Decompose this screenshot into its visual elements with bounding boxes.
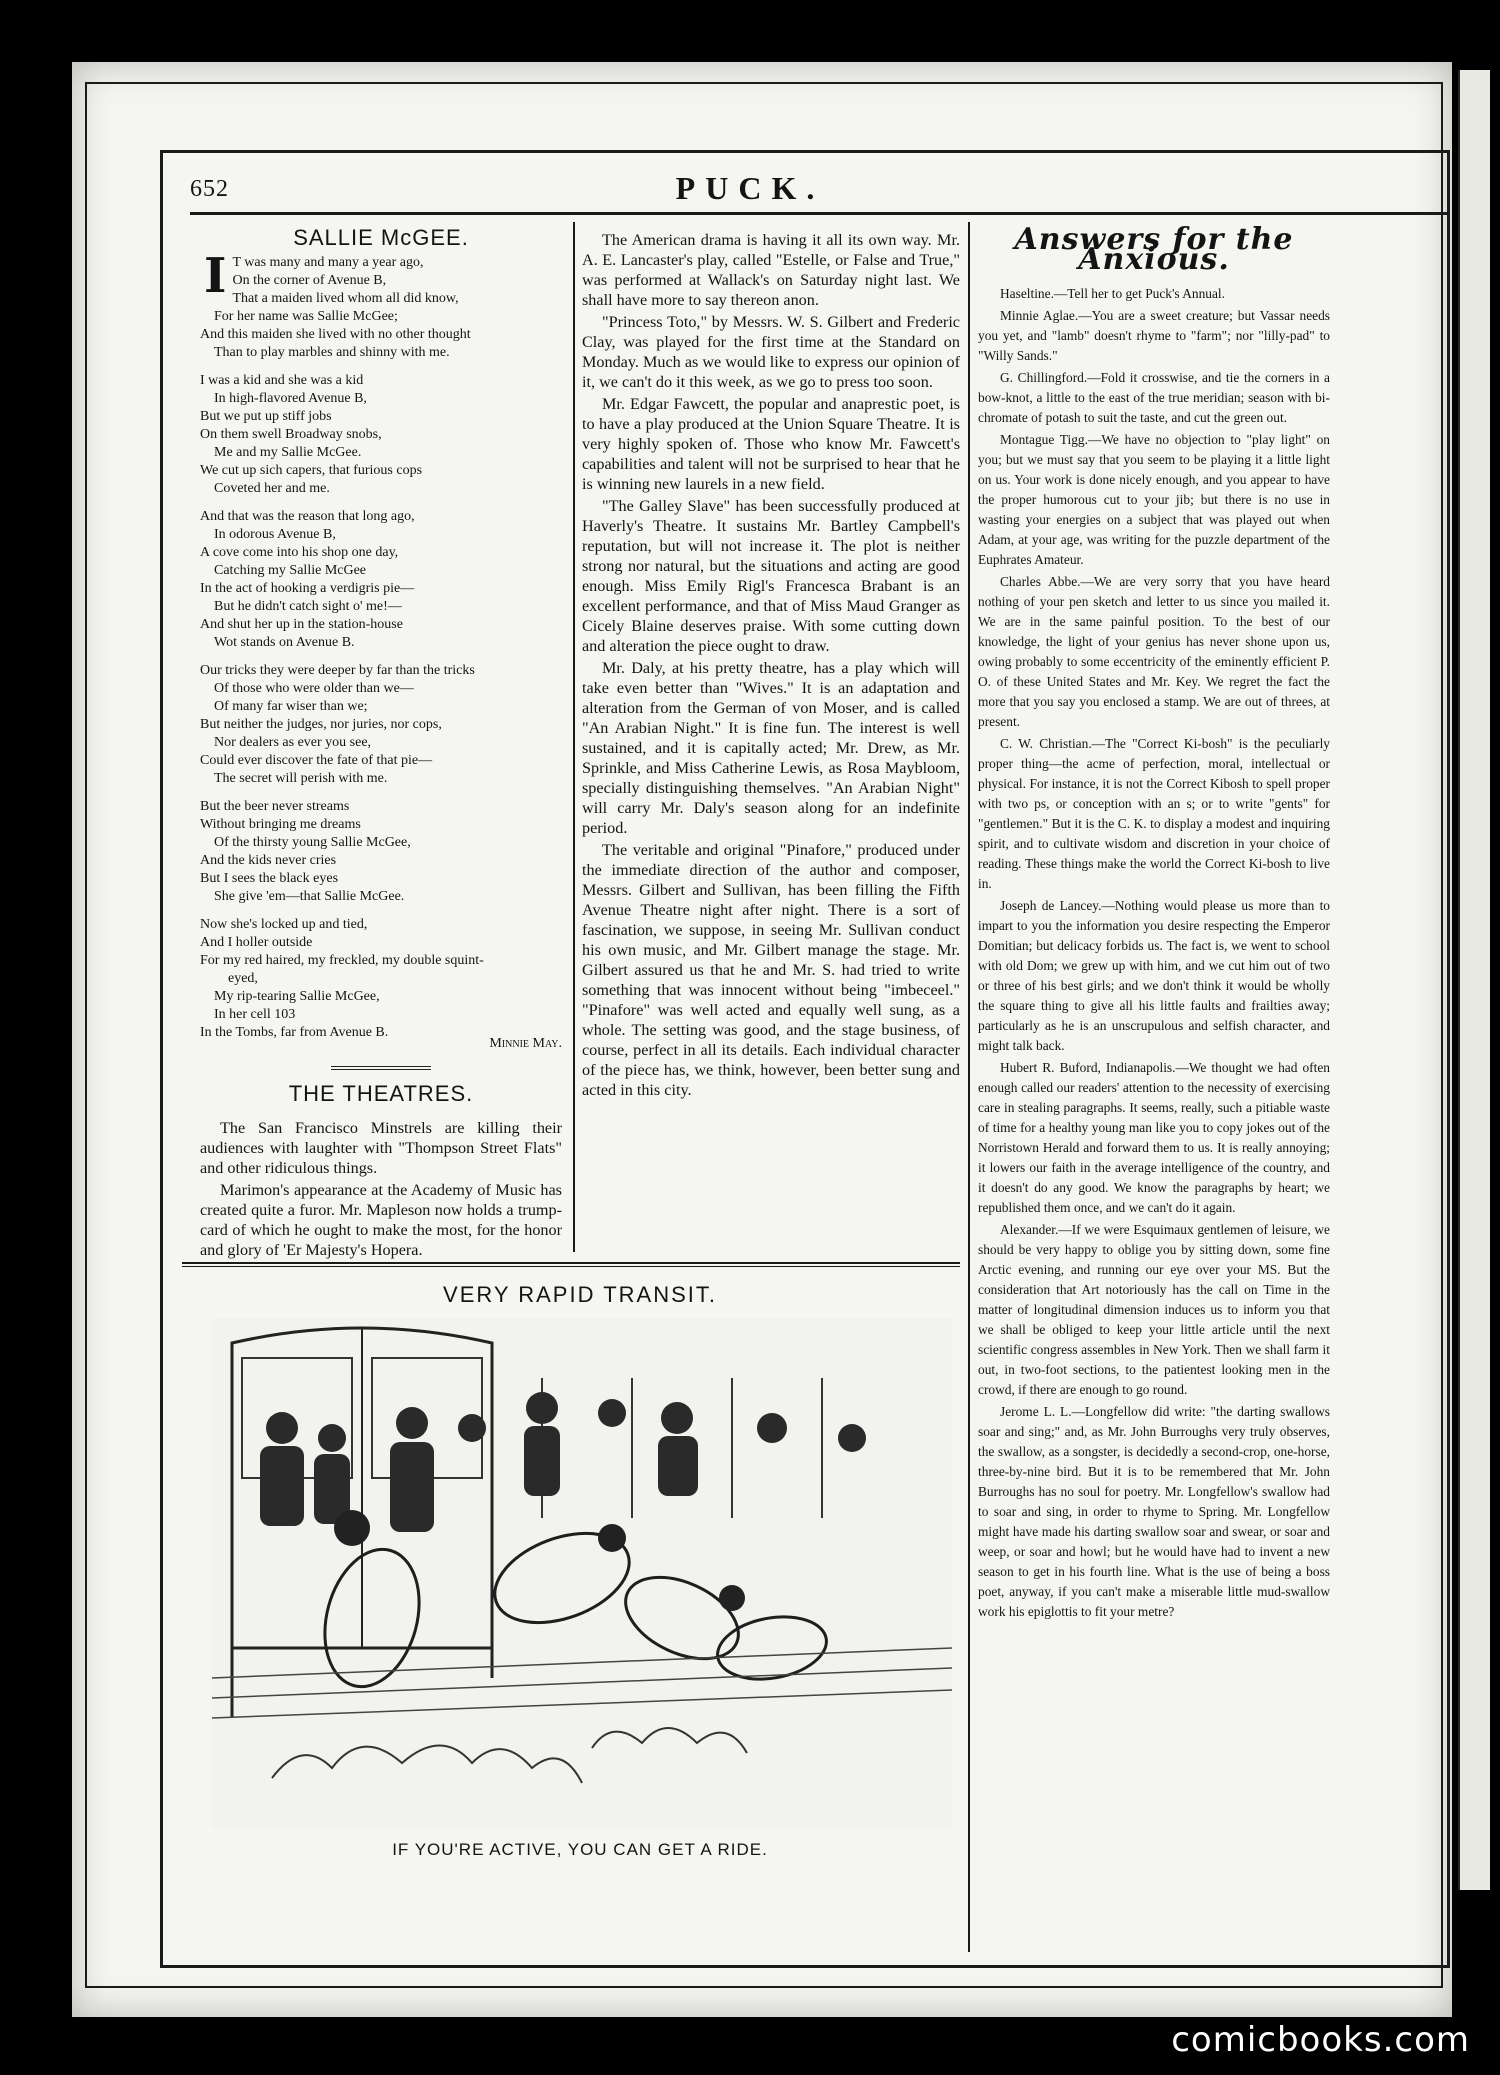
poem-line: But he didn't catch sight o' me!— bbox=[214, 599, 402, 614]
poem-line: Wot stands on Avenue B. bbox=[214, 635, 355, 650]
answer-item: Minnie Aglae.—You are a sweet creature; but Vassar needs you yet, and "lamb" doesn't rhyme to "farm"; nor "lilly-pad" to "Willy Sands." bbox=[978, 308, 1330, 363]
poem-signature: Minnie May. bbox=[489, 1036, 562, 1051]
poem-line: Nor dealers as ever you see, bbox=[214, 735, 372, 750]
next-page-edge bbox=[1458, 70, 1490, 1890]
cartoon-top-rule bbox=[182, 1262, 960, 1264]
poem-dropcap: I bbox=[204, 248, 227, 304]
poem-line: eyed, bbox=[228, 971, 258, 986]
poem-line: A cove come into his shop one day, bbox=[200, 545, 399, 560]
cartoon-title: VERY RAPID TRANSIT. bbox=[443, 1282, 717, 1307]
cartoon-illustration bbox=[212, 1318, 952, 1828]
poem-line: For my red haired, my freckled, my double squint- bbox=[200, 953, 484, 968]
poem-line: We cut up sich capers, that furious cops bbox=[200, 463, 423, 478]
drama-paragraph: The veritable and original "Pinafore," produced under the immediate direction of the author and composer, Messrs. Gilbert and Sullivan, has been filling the Fifth Avenue Theatre night after night. There is a sort of fascination, we suppose, in seeing Mr. Sullivan conduct his own music, and Mr. Gilbert manage the stage. Mr. Gilbert assured us that he and Mr. S. had tried to write something that was innocent without being "imbeceel." "Pinafore" was well acted and equally well sung, as a whole. The setting was good, and the stage business, of course, perfect in all its details. Each individual character of the piece has, we think, however, been better sung and acted in this city. bbox=[582, 841, 960, 1099]
poem-line: I was a kid and she was a kid bbox=[200, 373, 364, 388]
poem-line: In the Tombs, far from Avenue B. bbox=[200, 1025, 389, 1040]
poem-stanza bbox=[200, 508, 562, 652]
masthead-title: PUCK. bbox=[675, 170, 825, 206]
poem-body bbox=[200, 248, 562, 1042]
poem-line: Without bringing me dreams bbox=[200, 817, 361, 832]
column-middle bbox=[582, 230, 960, 1102]
poem-line: And this maiden she lived with no other thought bbox=[200, 327, 471, 342]
drama-paragraph: "The Galley Slave" has been successfully produced at Haverly's Theatre. It sustains Mr. Bartley Campbell's reputation, but will not increase it. The plot is neither strong nor natural, but the situations and acting are good enough. Miss Emily Rigl's Francesca Brabant is an excellent performance, and that of Miss Maud Granger as Cicely Blaine deserves praise. With some cutting down and alteration the piece ought to draw. bbox=[582, 497, 960, 655]
section-divider bbox=[331, 1066, 431, 1070]
poem-line: On them swell Broadway snobs, bbox=[200, 427, 382, 442]
poem-line: Than to play marbles and shinny with me. bbox=[214, 345, 450, 360]
poem-line: Catching my Sallie McGee bbox=[214, 563, 367, 578]
theatres-body bbox=[200, 1118, 562, 1260]
theatres-title: THE THEATRES. bbox=[288, 1081, 474, 1106]
poem-stanza bbox=[200, 916, 562, 1042]
page-number: 652 bbox=[190, 176, 229, 202]
poem-line: But neither the judges, nor juries, nor cops, bbox=[200, 717, 442, 732]
column-right bbox=[978, 222, 1330, 1624]
answer-item: Joseph de Lancey.—Nothing would please us more than to impart to you the information you desire respecting the Emperor Domitian; but delicacy forbids us. The fact is, we went to school with old Dom; we grew up with him, and we cut him out of two or three of his best girls; and we don't think it would be wholly the square thing to give all his little faults and frailties away; particularly as he is an unscrupulous and selfish character, and might talk back. bbox=[978, 898, 1330, 1053]
poem-line: She give 'em—that Sallie McGee. bbox=[214, 889, 405, 904]
theatres-paragraph: Marimon's appearance at the Academy of Music has created quite a furor. Mr. Mapleson now holds a trump-card of which he ought to make the most, for the honor and glory of 'Er Majesty's Hopera. bbox=[200, 1181, 562, 1259]
answer-item: Montague Tigg.—We have no objection to "play light" on you; but we must say that you seem to be playing it a little light on us. Your work is done nicely enough, and you appear to have the proper humorous cut to your jib; but there is no use in wasting your energies on a subject that was played out when Adam, at your age, was writing for the puzzle department of the Euphrates Amateur. bbox=[978, 432, 1330, 567]
poem-line: Could ever discover the fate of that pie— bbox=[200, 753, 433, 768]
poem-line: For her name was Sallie McGee; bbox=[214, 309, 398, 324]
poem-line: On the corner of Avenue B, bbox=[232, 273, 387, 288]
answer-item: Alexander.—If we were Esquimaux gentlemen of leisure, we should be very happy to oblige you by sitting down, some fine Arctic evening, and running our eye over your MS. But the consideration that Art notoriously has the call on Time in the matter of longitudinal dimension induces us to inform you that we shall be obliged to keep your little article until the next scientific congress assembles in New York. Then we shall farm it out, in two-foot sections, to the patientest looking men in the crowd, if there are enough to go round. bbox=[978, 1222, 1330, 1397]
cartoon-caption: IF YOU'RE ACTIVE, YOU CAN GET A RIDE. bbox=[392, 1840, 768, 1859]
poem-line: Of the thirsty young Sallie McGee, bbox=[214, 835, 411, 850]
poem-line: But I sees the black eyes bbox=[200, 871, 339, 886]
cartoon-top-rule-2 bbox=[182, 1266, 960, 1267]
poem-stanza bbox=[200, 248, 562, 362]
poem-line: And I holler outside bbox=[200, 935, 313, 950]
answer-item: Hubert R. Buford, Indianapolis.—We thought we had often enough called our readers' attention to the necessity of exercising care in stealing paragraphs. It seems, really, such a pitiable waste of time for a healthy young man like you to copy jokes out of the Norristown Herald and forward them to us. It is really annoying; it lowers our faith in the average intelligence of the country, and it doesn't do any good. We know the paragraphs by heart; we republished them once, and we can't do it again. bbox=[978, 1060, 1330, 1215]
column-divider-1 bbox=[573, 222, 575, 1252]
drama-paragraph: Mr. Edgar Fawcett, the popular and anaprestic poet, is to have a play produced at the Union Square Theatre. It is very highly spoken of. Those who know Mr. Fawcett's capabilities and talent will not be surprised to hear that he is winning new laurels in a new field. bbox=[582, 395, 960, 493]
masthead-rule bbox=[190, 212, 1450, 215]
poem-line: T was many and many a year ago, bbox=[232, 255, 424, 270]
poem-line: In her cell 103 bbox=[214, 1007, 296, 1022]
answer-item: G. Chillingford.—Fold it crosswise, and tie the corners in a bow-knot, a little to the east of the true meridian; season with bi-chromate of potash to suit the taste, and cut the green out. bbox=[978, 370, 1330, 425]
poem-line: My rip-tearing Sallie McGee, bbox=[214, 989, 380, 1004]
answers-list bbox=[978, 284, 1330, 1622]
poem-line: But the beer never streams bbox=[200, 799, 350, 814]
drama-paragraph: The American drama is having it all its own way. Mr. A. E. Lancaster's play, called "Estelle, or False and True," was performed at Wallack's on Saturday night last. We shall have more to say thereon anon. bbox=[582, 231, 960, 309]
poem-line: That a maiden lived whom all did know, bbox=[232, 291, 459, 306]
answer-item: Haseltine.—Tell her to get Puck's Annual. bbox=[1000, 286, 1225, 301]
poem-line: Of those who were older than we— bbox=[214, 681, 414, 696]
column-divider-2 bbox=[968, 222, 970, 1952]
poem-line: Coveted her and me. bbox=[214, 481, 330, 496]
answer-item: Charles Abbe.—We are very sorry that you have heard nothing of your pen sketch and letter to us since you mailed it. We are in the same painful position. To the best of our knowledge, the light of your genius has never shone upon us, owing probably to some eccentricity of the eminently efficient P. O. of these United States and Mr. Key. We regret the fact the more that you say you enclosed a stamp. We are out of threes, at present. bbox=[978, 574, 1330, 729]
poem-line: Our tricks they were deeper by far than the tricks bbox=[200, 663, 475, 678]
poem-line: In odorous Avenue B, bbox=[214, 527, 336, 542]
answer-item: Jerome L. L.—Longfellow did write: "the darting swallows soar and sing;" and, as Mr. John Burroughs very truly observes, the swallow, as a songster, is decidedly a second-crop, one-horse, three-by-nine bird. But it is to be remembered that Mr. John Burroughs has no soul for poetry. Mr. Longfellow's swallow had to soar and sing, in order to rhyme to Spring. Mr. Longfellow might have made his darting swallow soar and swear, or soar and weep, or soar and howl; but he would have had to invent a new season to get in his fourth line. What is the use of being a boss poet, anyway, if you can't make a miserable little mud-swallow work his epiglottis to fit your metre? bbox=[978, 1404, 1330, 1619]
poem-line: And that was the reason that long ago, bbox=[200, 509, 415, 524]
poem-stanza bbox=[200, 372, 562, 498]
poem-line: Now she's locked up and tied, bbox=[200, 917, 368, 932]
poem-line: Me and my Sallie McGee. bbox=[214, 445, 362, 460]
drama-paragraph: "Princess Toto," by Messrs. W. S. Gilbert and Frederic Clay, was played for the first time at the Standard on Monday. Much as we would like to express our opinion of it, we can't do it this week, as we go to press too soon. bbox=[582, 313, 960, 391]
theatres-paragraph: The San Francisco Minstrels are killing their audiences with laughter with "Thompson Street Flats" and other ridiculous things. bbox=[200, 1119, 562, 1177]
poem-line: And the kids never cries bbox=[200, 853, 337, 868]
column-left bbox=[200, 225, 562, 1262]
poem-line: Of many far wiser than we; bbox=[214, 699, 368, 714]
poem-line: And shut her up in the station-house bbox=[200, 617, 403, 632]
poem-line: In high-flavored Avenue B, bbox=[214, 391, 367, 406]
poem-stanza bbox=[200, 662, 562, 788]
poem-line: The secret will perish with me. bbox=[214, 771, 388, 786]
answer-item: C. W. Christian.—The "Correct Ki-bosh" is the peculiarly proper thing—the acme of perfection, moral, intellectual or physical. For instance, it is not the Correct Kibosh to spell proper with two ps, or conception with an s; or to write "gents" for "gentlemen." But it is the C. K. to display a modest and inquiring spirit, and to cultivate wisdom and discretion in your choice of reading. These things make the world the Correct Ki-bosh to live in. bbox=[978, 736, 1330, 891]
drama-paragraph: Mr. Daly, at his pretty theatre, has a play which will take even better than "Wives." It is an adaptation and alteration from the German of von Moser, and is called "An Arabian Night." It is fine fun. The interest is well sustained, and it is capitally acted; Mr. Drew, as Mr. Sprinkle, and Miss Catherine Lewis, as Rosa Maybloom, specially distinguishing themselves. "An Arabian Night" will carry Mr. Daly's season along for an indefinite period. bbox=[582, 659, 960, 837]
watermark: comicbooks.com bbox=[1171, 2020, 1470, 2060]
answers-title: Answers for the Anxious. bbox=[1014, 222, 1294, 277]
poem-line: But we put up stiff jobs bbox=[200, 409, 332, 424]
poem-title: SALLIE McGEE. bbox=[293, 225, 469, 250]
poem-line: In the act of hooking a verdigris pie— bbox=[200, 581, 415, 596]
poem-stanza bbox=[200, 798, 562, 906]
